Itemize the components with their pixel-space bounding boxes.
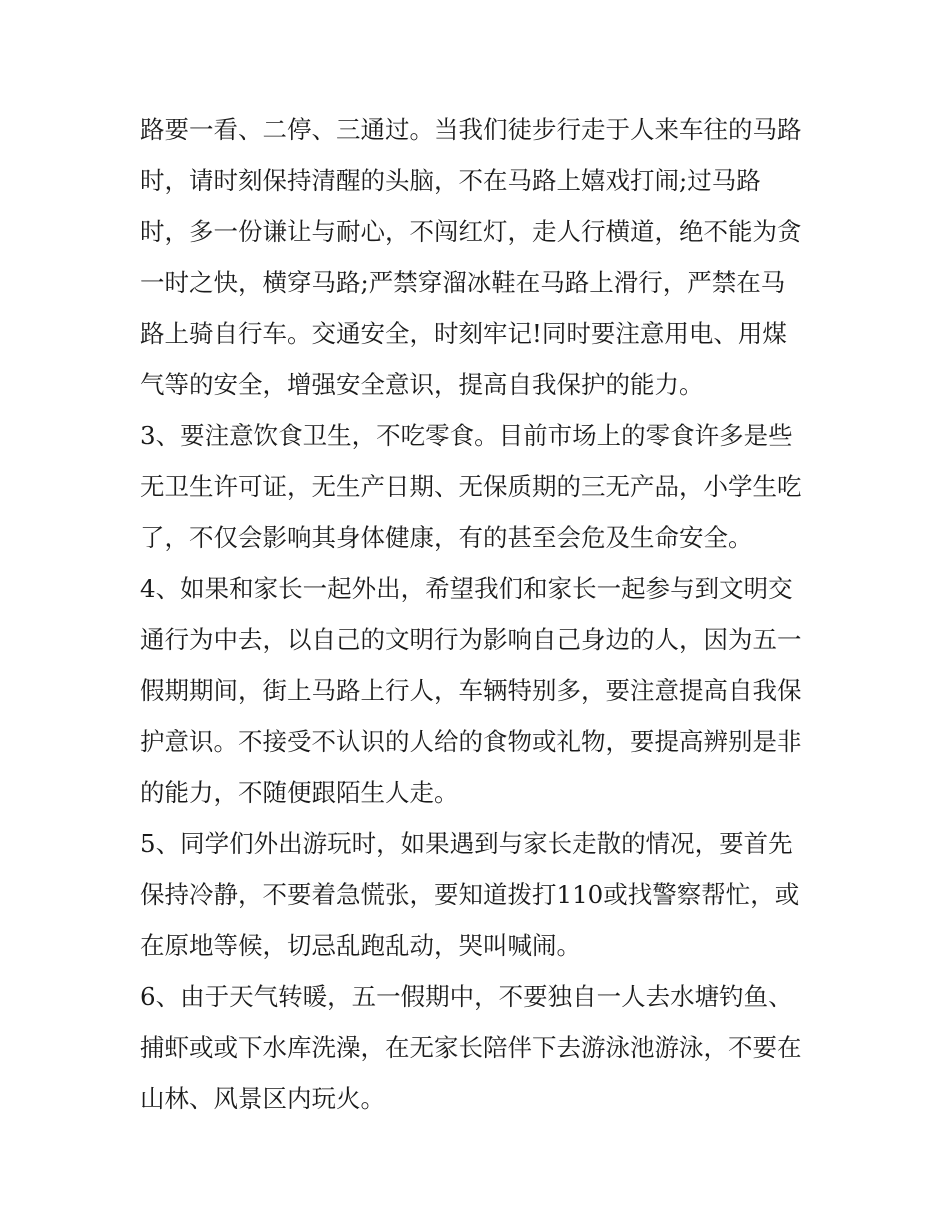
text-line: 山林、风景区内玩火。 [140,1084,385,1113]
text-line: 气等的安全，增强安全意识，提高自我保护的能力。 [140,370,704,399]
text-line: 一时之快，横穿马路;严禁穿溜冰鞋在马路上滑行，严禁在马 [140,268,786,297]
text-line: 保持冷静，不要着急慌张，要知道拨打110或找警察帮忙，或 [140,880,800,909]
text-line: 捕虾或或下水库洗澡，在无家长陪伴下去游泳池游泳，不要在 [140,1033,802,1062]
text-line: 的能力，不随便跟陌生人走。 [140,778,459,807]
list-item-4-line: 4、如果和家长一起外出，希望我们和家长一起参与到文明交 [140,574,793,603]
text-line: 护意识。不接受不认识的人给的食物或礼物，要提高辨别是非 [140,727,802,756]
list-item-6-line: 6、由于天气转暖，五一假期中，不要独自一人去水塘钓鱼、 [140,982,793,1011]
text-line: 时，多一份谦让与耐心，不闯红灯，走人行横道，绝不能为贪 [140,217,802,246]
text-line: 假期期间，街上马路上行人，车辆特别多，要注意提高自我保 [140,676,802,705]
document-body [140,104,820,1124]
text-line: 无卫生许可证，无生产日期、无保质期的三无产品，小学生吃 [140,472,802,501]
text-line: 了，不仅会影响其身体健康，有的甚至会危及生命安全。 [140,523,753,552]
list-item-3-line: 3、要注意饮食卫生，不吃零食。目前市场上的零食许多是些 [140,421,793,450]
text-line: 路上骑自行车。交通安全，时刻牢记!同时要注意用电、用煤 [140,319,787,348]
text-line: 在原地等候，切忌乱跑乱动，哭叫喊闹。 [140,931,581,960]
text-line: 通行为中去，以自己的文明行为影响自己身边的人，因为五一 [140,625,802,654]
list-item-5-line: 5、同学们外出游玩时，如果遇到与家长走散的情况，要首先 [140,829,793,858]
text-line: 时，请时刻保持清醒的头脑，不在马路上嬉戏打闹;过马路 [140,166,761,195]
text-line: 路要一看、二停、三通过。当我们徒步行走于人来车往的马路 [140,115,802,144]
